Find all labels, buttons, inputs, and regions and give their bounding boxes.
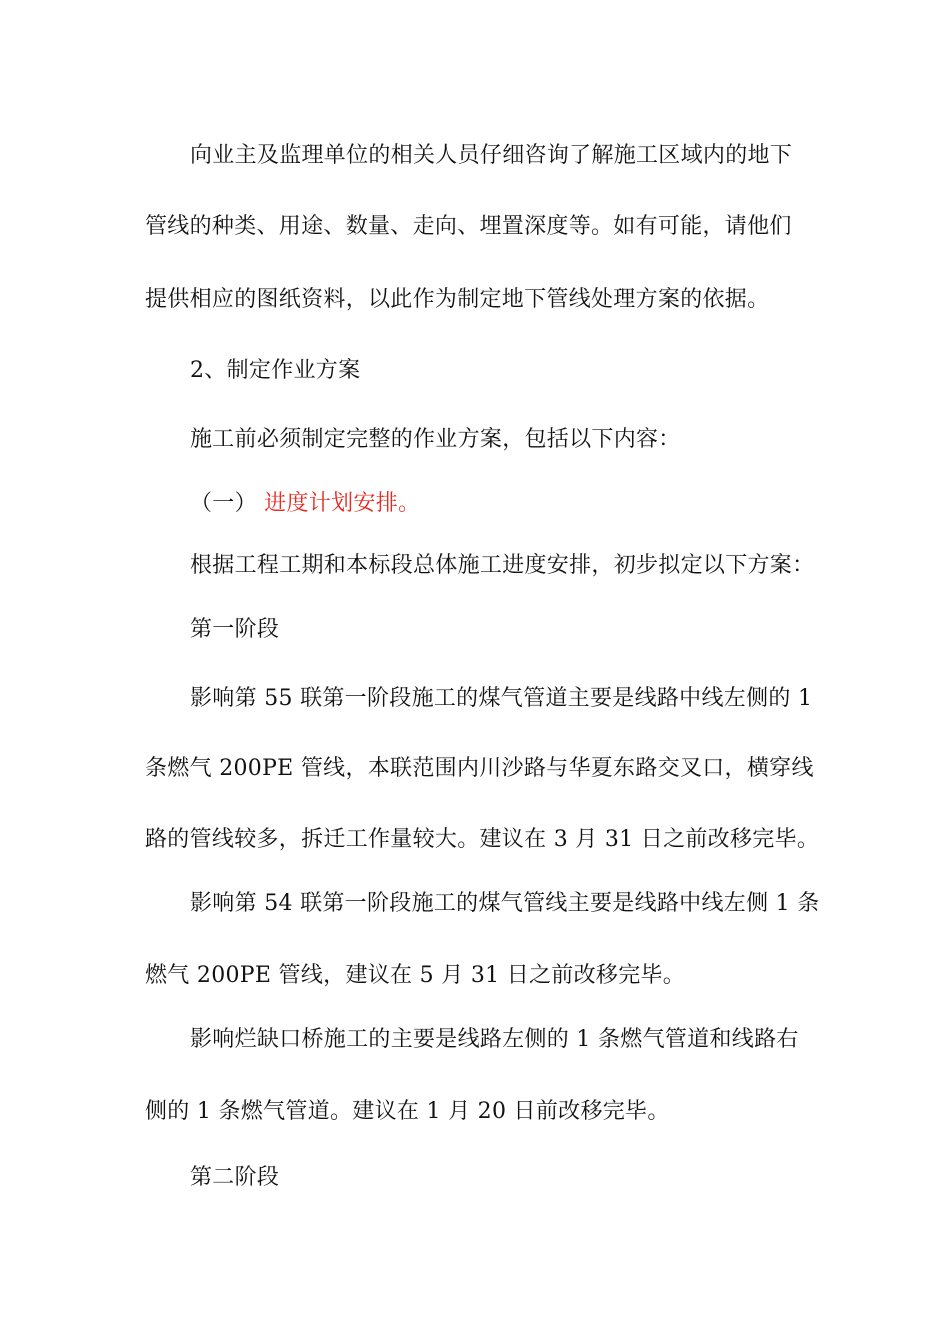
paragraph-2: 施工前必须制定完整的作业方案，包括以下内容： bbox=[190, 427, 681, 452]
paragraph-4-line-1: 影响第 55 联第一阶段施工的煤气管道主要是线路中线左侧的 1 bbox=[190, 686, 813, 711]
paragraph-6-line-2: 侧的 1 条燃气管道。建议在 1 月 20 日前改移完毕。 bbox=[145, 1099, 670, 1124]
stage-2-heading: 第二阶段 bbox=[190, 1165, 280, 1190]
section-heading: 2、制定作业方案 bbox=[190, 358, 361, 383]
paragraph-1-line-2: 管线的种类、用途、数量、走向、埋置深度等。如有可能，请他们 bbox=[145, 214, 792, 239]
paragraph-4-line-2: 条燃气 200PE 管线，本联范围内川沙路与华夏东路交叉口，横穿线 bbox=[145, 756, 814, 781]
stage-1-heading: 第一阶段 bbox=[190, 617, 280, 642]
paragraph-5-line-2: 燃气 200PE 管线，建议在 5 月 31 日之前改移完毕。 bbox=[145, 963, 686, 988]
paragraph-5-line-1: 影响第 54 联第一阶段施工的煤气管线主要是线路中线左侧 1 条 bbox=[190, 891, 820, 916]
paragraph-1-line-3: 提供相应的图纸资料，以此作为制定地下管线处理方案的依据。 bbox=[145, 287, 770, 312]
paragraph-1-line-1: 向业主及监理单位的相关人员仔细咨询了解施工区域内的地下 bbox=[190, 143, 793, 168]
list-item-marker: （一） bbox=[190, 491, 257, 516]
list-item-text: 进度计划安排。 bbox=[264, 491, 421, 516]
paragraph-6-line-1: 影响烂缺口桥施工的主要是线路左侧的 1 条燃气管道和线路右 bbox=[190, 1027, 799, 1052]
list-item-1 bbox=[190, 489, 420, 519]
paragraph-4-line-3: 路的管线较多，拆迁工作量较大。建议在 3 月 31 日之前改移完毕。 bbox=[145, 827, 820, 852]
paragraph-3: 根据工程工期和本标段总体施工进度安排，初步拟定以下方案： bbox=[190, 553, 815, 578]
